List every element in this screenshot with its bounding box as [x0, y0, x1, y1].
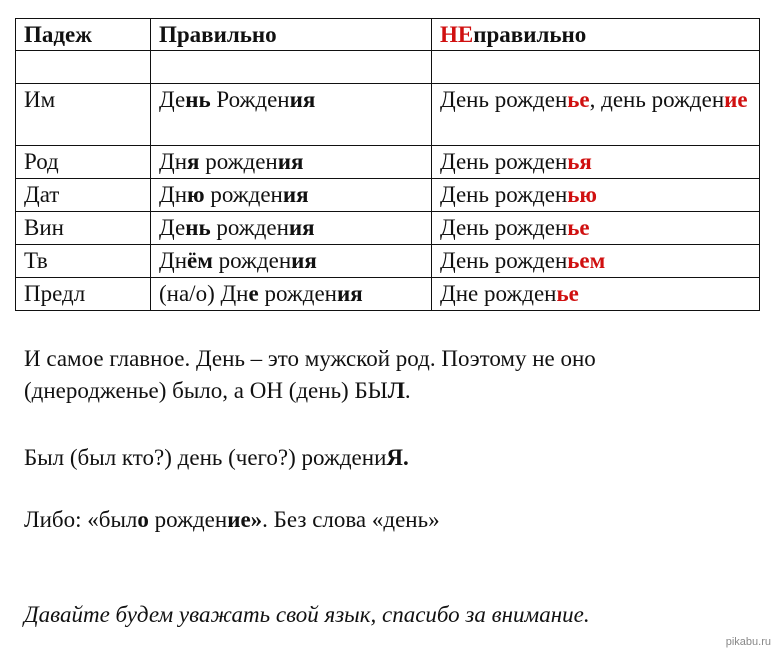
paragraph-line	[24, 375, 411, 407]
table-row	[16, 212, 760, 245]
seg: ия	[277, 149, 304, 174]
seg: Рожден	[210, 87, 290, 112]
seg: Дн	[159, 182, 187, 207]
incorrect-cell	[432, 245, 760, 278]
seg: День рожден	[440, 248, 568, 273]
paragraph-line	[24, 504, 440, 536]
table-row	[16, 245, 760, 278]
seg: Дн	[159, 149, 187, 174]
seg: рожден	[204, 182, 283, 207]
table-row	[16, 179, 760, 212]
seg: ия	[282, 182, 309, 207]
correct-cell	[151, 278, 432, 311]
seg: е	[248, 281, 259, 306]
case-cell: Вин	[16, 212, 151, 245]
table-header-row	[16, 19, 760, 51]
case-cell: Род	[16, 146, 151, 179]
seg: . Без слова «день»	[262, 507, 440, 532]
seg: рожден	[210, 215, 289, 240]
incorrect-cell	[432, 212, 760, 245]
seg: День рожден	[440, 182, 568, 207]
seg: Либо: «был	[24, 507, 138, 532]
seg: ье	[556, 281, 579, 306]
empty-cell	[432, 51, 760, 84]
incorrect-cell	[432, 146, 760, 179]
paragraph-line	[24, 442, 409, 474]
seg: ью	[567, 182, 598, 207]
seg: День рожден	[440, 215, 568, 240]
case-cell: Предл	[16, 278, 151, 311]
seg: ье	[567, 87, 590, 112]
seg: нь	[185, 215, 211, 240]
seg: Л	[387, 378, 405, 403]
table-row	[16, 84, 760, 146]
table-row	[16, 146, 760, 179]
seg: День рожден	[440, 87, 568, 112]
seg: ём	[187, 248, 213, 273]
seg: ие	[724, 87, 748, 112]
seg: ия	[289, 87, 316, 112]
header-correct: Правильно	[151, 19, 432, 51]
seg: День рожден	[440, 149, 568, 174]
seg: рожден	[199, 149, 278, 174]
seg: Был (был кто?) день (чего?) рождени	[24, 445, 387, 470]
seg: (днеродженье) было, а ОН (день) БЫ	[24, 378, 388, 403]
case-cell: Дат	[16, 179, 151, 212]
incorrect-cell	[432, 179, 760, 212]
seg: .	[404, 378, 411, 403]
correct-cell	[151, 179, 432, 212]
seg: ю	[187, 182, 205, 207]
closing-line: Давайте будем уважать свой язык, спасибо за внимание.	[24, 602, 590, 627]
correct-cell	[151, 84, 432, 146]
seg: рожден	[212, 248, 292, 273]
header-incorrect	[432, 19, 760, 51]
seg: ье	[567, 215, 590, 240]
correct-cell	[151, 212, 432, 245]
seg: нь	[185, 87, 211, 112]
correct-cell	[151, 245, 432, 278]
seg: Дне рожден	[440, 281, 557, 306]
seg: рожден	[148, 507, 228, 532]
seg: рожден	[258, 281, 337, 306]
seg: ия	[288, 215, 315, 240]
header-incorrect-rest: правильно	[473, 22, 587, 47]
header-incorrect-red: НЕ	[440, 22, 474, 47]
seg: , день рожден	[589, 87, 725, 112]
empty-cell	[151, 51, 432, 84]
table-row	[16, 278, 760, 311]
empty-cell	[16, 51, 151, 84]
seg: ие»	[227, 507, 263, 532]
correct-cell	[151, 146, 432, 179]
seg: я	[187, 149, 200, 174]
seg: о	[137, 507, 149, 532]
watermark: pikabu.ru	[725, 636, 771, 648]
seg: Де	[159, 215, 186, 240]
header-case: Падеж	[16, 19, 151, 51]
incorrect-cell	[432, 84, 760, 146]
empty-row	[16, 51, 760, 84]
seg: (на/о) Дн	[159, 281, 249, 306]
seg: Я.	[386, 445, 409, 470]
incorrect-cell	[432, 278, 760, 311]
seg: Дн	[159, 248, 187, 273]
seg: ия	[291, 248, 317, 273]
seg: Де	[159, 87, 186, 112]
seg: ья	[567, 149, 592, 174]
case-cell: Тв	[16, 245, 151, 278]
seg: ия	[337, 281, 363, 306]
case-table	[15, 18, 760, 311]
seg: ьем	[567, 248, 606, 273]
paragraph-line: И самое главное. День – это мужской род. Поэтому не оно	[24, 346, 596, 371]
case-cell: Им	[16, 84, 151, 146]
